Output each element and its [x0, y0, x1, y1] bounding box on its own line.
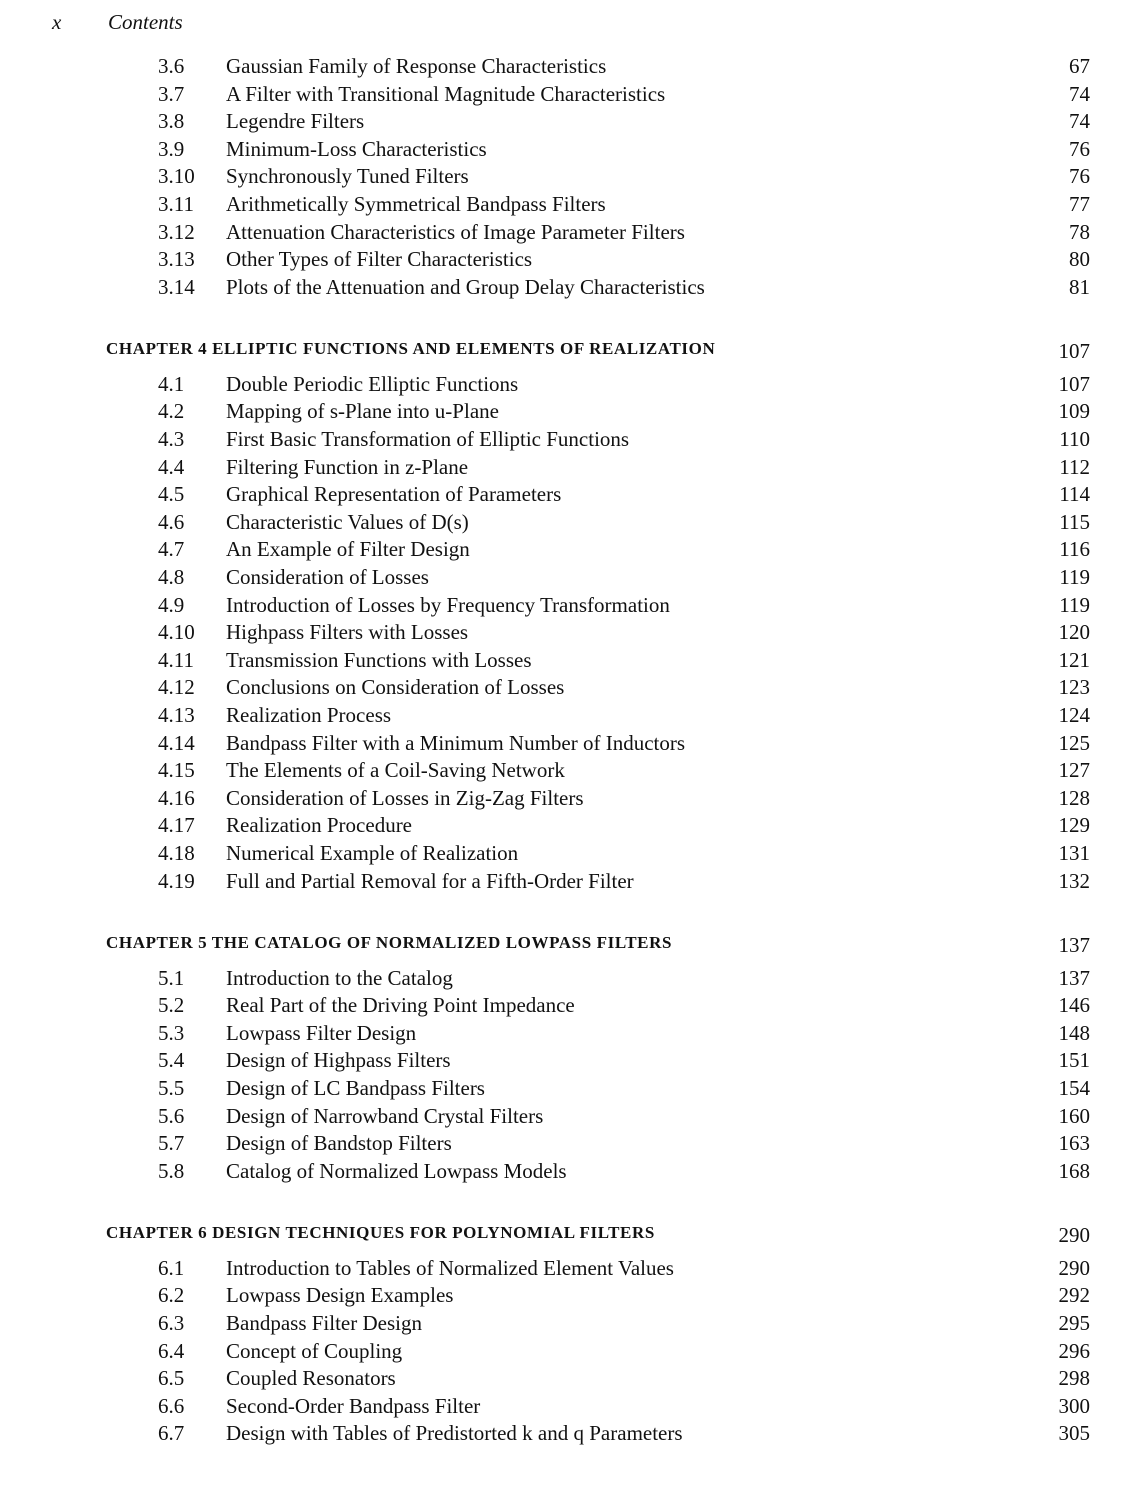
section-page-number: 109 [1058, 399, 1090, 424]
section-number: 6.7 [158, 1421, 185, 1446]
section-page-number: 154 [1058, 1076, 1090, 1100]
toc-entry [0, 966, 1145, 993]
toc-entry [0, 993, 1145, 1020]
section-page-number: 78 [1069, 219, 1090, 244]
chapter-title: CHAPTER 5 THE CATALOG OF NORMALIZED LOWPASS FILTERS [106, 932, 673, 952]
section-page-number: 67 [1069, 54, 1090, 78]
chapter-heading [0, 1217, 1145, 1247]
section-title: Plots of the Attenuation and Group Delay Characteristics [226, 274, 705, 299]
running-title: Contents [108, 10, 183, 34]
section-number: 3.12 [158, 219, 195, 244]
section-number: 4.14 [158, 730, 195, 755]
section-number: 4.2 [158, 399, 185, 424]
section-page-number: 296 [1058, 1338, 1090, 1363]
section-title: Design of Narrowband Crystal Filters [226, 1103, 544, 1128]
section-number: 6.1 [158, 1255, 185, 1280]
section-title: Synchronously Tuned Filters [226, 164, 469, 189]
section-title: Real Part of the Driving Point Impedance [226, 993, 575, 1018]
section-number: 4.16 [158, 785, 195, 810]
toc-entry [0, 510, 1145, 537]
section-title: Introduction of Losses by Frequency Transformation [226, 592, 670, 617]
section-title: Introduction to Tables of Normalized Element Values [226, 1255, 674, 1280]
toc-entry [0, 1421, 1145, 1448]
toc-entry [0, 869, 1145, 896]
section-number: 3.14 [158, 274, 195, 299]
section-title: Design of Highpass Filters [226, 1048, 451, 1073]
toc-entry [0, 758, 1145, 785]
section-page-number: 76 [1069, 136, 1090, 161]
chapter-title: CHAPTER 6 DESIGN TECHNIQUES FOR POLYNOMIAL FILTERS [106, 1222, 655, 1242]
section-number: 5.5 [158, 1076, 185, 1100]
section-number: 5.2 [158, 993, 185, 1018]
toc-entry [0, 109, 1145, 136]
section-number: 3.13 [158, 247, 195, 272]
chapter-title: CHAPTER 4 ELLIPTIC FUNCTIONS AND ELEMENTS OF REALIZATION [106, 338, 716, 358]
section-number: 3.9 [158, 136, 185, 161]
section-title: Introduction to the Catalog [226, 965, 453, 990]
section-page-number: 300 [1058, 1393, 1090, 1418]
section-number: 4.10 [158, 620, 195, 645]
section-number: 5.1 [158, 965, 185, 990]
section-page-number: 151 [1058, 1048, 1090, 1073]
section-title: An Example of Filter Design [226, 537, 470, 562]
section-title: Realization Process [226, 703, 392, 727]
section-page-number: 76 [1069, 164, 1090, 189]
section-title: Numerical Example of Realization [226, 841, 519, 865]
section-page-number: 305 [1058, 1421, 1090, 1446]
section-title: Design of Bandstop Filters [226, 1131, 452, 1156]
section-title: Filtering Function in z-Plane [226, 454, 469, 479]
section-title: Full and Partial Removal for a Fifth-Order Filter [226, 868, 634, 893]
section-number: 3.10 [158, 164, 195, 189]
section-title: Transmission Functions with Losses [226, 647, 532, 672]
section-page-number: 80 [1069, 247, 1090, 272]
section-page-number: 290 [1058, 1255, 1090, 1280]
section-title: First Basic Transformation of Elliptic Functions [226, 427, 630, 451]
section-page-number: 116 [1059, 537, 1090, 562]
section-title: The Elements of a Coil-Saving Network [226, 758, 565, 783]
section-title: Catalog of Normalized Lowpass Models [226, 1158, 567, 1183]
toc-entry [0, 537, 1145, 564]
toc-entry [0, 648, 1145, 675]
section-title: Minimum-Loss Characteristics [226, 136, 487, 161]
section-page-number: 137 [1058, 965, 1090, 990]
chapter-page-number: 107 [1058, 338, 1090, 363]
section-title: Other Types of Filter Characteristics [226, 247, 533, 272]
section-title: Design with Tables of Predistorted k and q Parameters [226, 1421, 683, 1446]
toc-entry [0, 1256, 1145, 1283]
section-number: 6.3 [158, 1311, 185, 1335]
section-number: 6.2 [158, 1283, 185, 1308]
section-number: 3.8 [158, 109, 185, 134]
section-page-number: 121 [1058, 647, 1090, 672]
section-number: 5.8 [158, 1158, 185, 1183]
section-number: 4.18 [158, 841, 195, 865]
section-number: 4.13 [158, 703, 195, 727]
section-title: Lowpass Design Examples [226, 1283, 454, 1308]
section-page-number: 74 [1069, 109, 1090, 134]
section-title: Highpass Filters with Losses [226, 620, 469, 645]
section-number: 4.5 [158, 482, 185, 507]
section-number: 6.6 [158, 1393, 185, 1418]
section-number: 5.7 [158, 1131, 185, 1156]
toc-entry [0, 786, 1145, 813]
toc-entry [0, 192, 1145, 219]
section-page-number: 112 [1059, 454, 1090, 479]
section-title: Bandpass Filter with a Minimum Number of Inductors [226, 730, 686, 755]
toc-entry [0, 1283, 1145, 1310]
chapter-heading [0, 333, 1145, 363]
section-number: 4.7 [158, 537, 185, 562]
chapter-page-number: 137 [1058, 932, 1090, 957]
section-page-number: 292 [1058, 1283, 1090, 1308]
section-page-number: 168 [1058, 1158, 1090, 1183]
toc-entry [0, 1048, 1145, 1075]
toc-entry [0, 137, 1145, 164]
section-page-number: 127 [1058, 758, 1090, 783]
toc-entry [0, 372, 1145, 399]
section-number: 3.7 [158, 81, 185, 106]
section-number: 5.4 [158, 1048, 185, 1073]
section-page-number: 123 [1058, 675, 1090, 700]
toc-entry [0, 427, 1145, 454]
section-number: 4.1 [158, 371, 185, 396]
section-page-number: 148 [1058, 1020, 1090, 1045]
section-number: 4.19 [158, 868, 195, 893]
chapter-heading [0, 927, 1145, 957]
section-title: Arithmetically Symmetrical Bandpass Filters [226, 192, 606, 216]
toc-entry [0, 54, 1145, 81]
section-page-number: 114 [1059, 482, 1090, 507]
toc-entry [0, 565, 1145, 592]
toc-entry [0, 399, 1145, 426]
section-title: Graphical Representation of Parameters [226, 482, 562, 507]
section-page-number: 125 [1058, 730, 1090, 755]
section-number: 4.12 [158, 675, 195, 700]
section-number: 3.11 [158, 192, 194, 216]
toc-entry [0, 164, 1145, 191]
section-number: 4.8 [158, 565, 185, 589]
section-title: Characteristic Values of D(s) [226, 509, 469, 534]
section-title: Lowpass Filter Design [226, 1020, 417, 1045]
toc-entry [0, 1366, 1145, 1393]
toc-entry [0, 1311, 1145, 1338]
toc-entry [0, 1021, 1145, 1048]
section-title: Gaussian Family of Response Characteristics [226, 54, 607, 78]
toc-entry [0, 813, 1145, 840]
section-title: Concept of Coupling [226, 1338, 403, 1363]
section-page-number: 119 [1059, 592, 1090, 617]
section-title: Double Periodic Elliptic Functions [226, 371, 519, 396]
toc-entry [0, 220, 1145, 247]
section-number: 4.6 [158, 509, 185, 534]
section-title: Design of LC Bandpass Filters [226, 1076, 485, 1100]
section-number: 5.3 [158, 1020, 185, 1045]
section-page-number: 128 [1058, 785, 1090, 810]
section-number: 4.17 [158, 813, 195, 838]
section-page-number: 124 [1058, 703, 1090, 727]
section-page-number: 129 [1058, 813, 1090, 838]
section-title: Consideration of Losses in Zig-Zag Filters [226, 785, 584, 810]
toc-entry [0, 675, 1145, 702]
toc-entry [0, 1339, 1145, 1366]
section-number: 3.6 [158, 54, 185, 78]
toc-entry [0, 82, 1145, 109]
section-title: Consideration of Losses [226, 565, 429, 589]
toc-entry [0, 620, 1145, 647]
toc-entry [0, 841, 1145, 868]
toc-entry [0, 1159, 1145, 1186]
section-title: Conclusions on Consideration of Losses [226, 675, 565, 700]
section-page-number: 131 [1058, 841, 1090, 865]
toc-entry [0, 1394, 1145, 1421]
section-number: 4.3 [158, 427, 185, 451]
section-page-number: 81 [1069, 274, 1090, 299]
section-page-number: 74 [1069, 81, 1090, 106]
section-title: Legendre Filters [226, 109, 365, 134]
section-page-number: 110 [1059, 427, 1090, 451]
section-page-number: 115 [1059, 509, 1090, 534]
section-number: 6.5 [158, 1366, 185, 1391]
toc-entry [0, 1131, 1145, 1158]
section-page-number: 119 [1059, 565, 1090, 589]
toc-entry [0, 275, 1145, 302]
section-page-number: 77 [1069, 192, 1090, 216]
toc-entry [0, 703, 1145, 730]
section-page-number: 120 [1058, 620, 1090, 645]
section-page-number: 107 [1058, 371, 1090, 396]
toc-entry [0, 1104, 1145, 1131]
toc-entry [0, 455, 1145, 482]
section-page-number: 146 [1058, 993, 1090, 1018]
section-title: Attenuation Characteristics of Image Parameter Filters [226, 219, 685, 244]
section-number: 5.6 [158, 1103, 185, 1128]
section-number: 4.4 [158, 454, 185, 479]
section-number: 4.15 [158, 758, 195, 783]
section-title: A Filter with Transitional Magnitude Characteristics [226, 81, 666, 106]
section-number: 4.11 [158, 647, 194, 672]
toc-entry [0, 1076, 1145, 1103]
section-title: Realization Procedure [226, 813, 413, 838]
toc-entry [0, 482, 1145, 509]
section-page-number: 132 [1058, 868, 1090, 893]
section-title: Coupled Resonators [226, 1366, 396, 1391]
section-page-number: 298 [1058, 1366, 1090, 1391]
page-number: x [52, 10, 62, 34]
running-header [52, 10, 183, 35]
section-title: Second-Order Bandpass Filter [226, 1393, 481, 1418]
section-title: Bandpass Filter Design [226, 1311, 422, 1335]
section-number: 6.4 [158, 1338, 185, 1363]
toc-entry [0, 593, 1145, 620]
section-title: Mapping of s-Plane into u-Plane [226, 399, 499, 424]
section-number: 4.9 [158, 592, 185, 617]
section-page-number: 160 [1058, 1103, 1090, 1128]
toc-entry [0, 247, 1145, 274]
section-page-number: 163 [1058, 1131, 1090, 1156]
chapter-page-number: 290 [1058, 1222, 1090, 1247]
section-page-number: 295 [1058, 1311, 1090, 1335]
toc-entry [0, 731, 1145, 758]
